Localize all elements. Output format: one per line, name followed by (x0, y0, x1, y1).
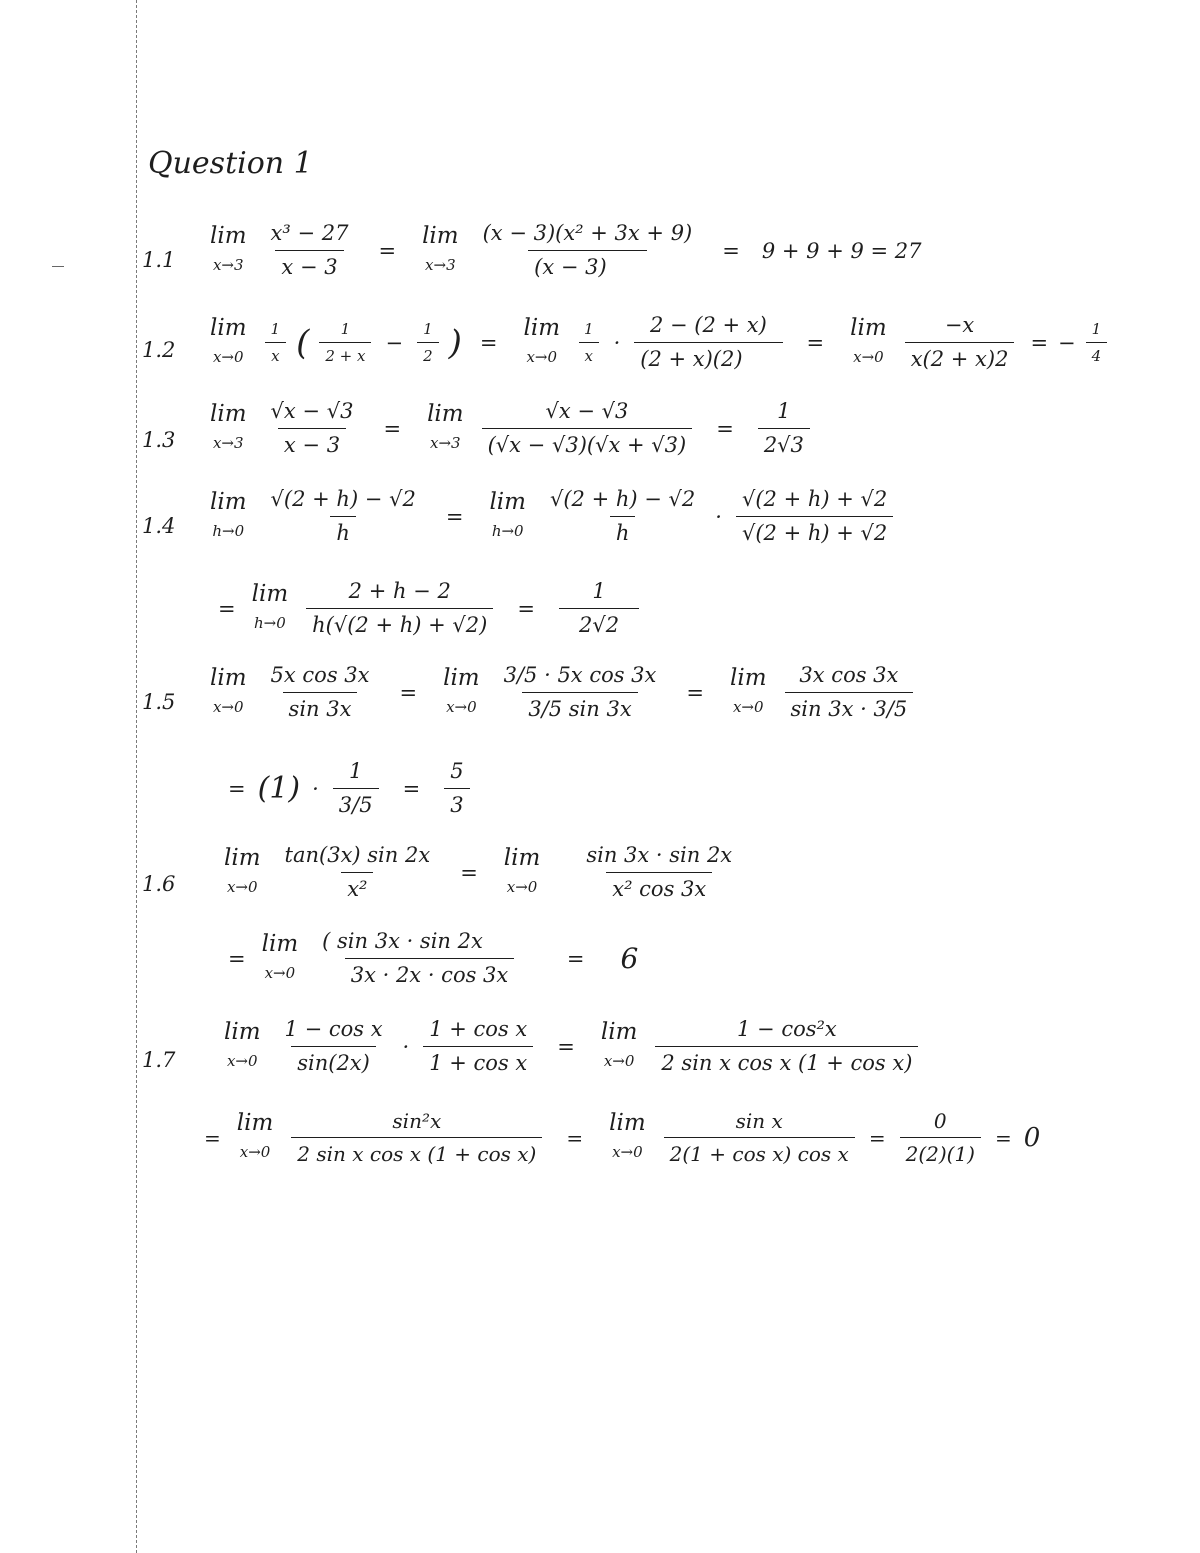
limit-operator: lim h→0 (489, 489, 526, 541)
result: 0 (1023, 1122, 1041, 1153)
question-label-1-1: 1.1 (142, 248, 176, 272)
equation-1-1 (200, 222, 928, 279)
limit-operator: lim x→0 (224, 845, 261, 897)
fraction: $\frac{\text{1 + cos x}}{\text{1 + cos x}}$ (423, 1018, 533, 1075)
question-label-1-7: 1.7 (142, 1048, 176, 1072)
result: 9 + 9 + 9 = 27 (761, 238, 922, 263)
limit-operator: lim h→0 (210, 489, 247, 541)
limit-operator: lim x→0 (523, 315, 561, 367)
fraction: $\frac{\text{5x cos 3x}}{\sin 3x}$ (270, 663, 370, 722)
limit-operator: lim h→0 (251, 581, 289, 633)
equals-sign: = (517, 596, 535, 621)
equals-sign: = (686, 680, 704, 705)
limit-operator: lim x→0 (609, 1110, 646, 1162)
fraction: $\frac{\text{3x cos 3x}}{\sin 3x \cdot 3/5}$ (785, 664, 914, 721)
equals-sign: = (566, 946, 585, 971)
fraction: $\frac{5}{3}$ (444, 760, 469, 817)
limit-operator: lim x→0 (600, 1019, 638, 1071)
equation-1-4: lim h→0 $\frac{√(2 + h) - √2}{h}$ = lim h→0 $\frac{√(2 + h) - √2}{h}$ · $\frac{√(2 + h) + √2}{√(2 + h) + √2}$ (200, 488, 901, 545)
limit-operator: lim x→3 (210, 223, 247, 275)
fraction: $\frac{1}{2√3}$ (758, 400, 810, 457)
limit-operator: lim x→0 (261, 931, 299, 983)
fraction: $\frac{1}{2√2}$ (559, 580, 639, 637)
fraction: $\frac{\text{sin²x}}{\text{2 sin x cos x (1 + cos x)}}$ (291, 1110, 542, 1165)
fraction: $\frac{\text{x³ − 27}}{x - 3}$ (270, 221, 349, 280)
equals-sign: = (445, 504, 464, 529)
fraction: $\frac{1}{2}$ (417, 321, 439, 365)
stray-mark (52, 266, 64, 267)
fraction: $\frac{√(2 + h) - √2}{h}$ (270, 487, 416, 546)
fraction: $\frac{2 + h - 2}{h(√(2 + h) + √2)}$ (306, 580, 493, 637)
equals-sign: = (399, 680, 418, 705)
equals-sign: = (479, 330, 498, 355)
equals-sign: = (994, 1125, 1012, 1150)
limit-operator: lim x→3 (427, 401, 464, 453)
result: 6 (620, 942, 639, 976)
equals-sign: = (716, 416, 734, 441)
equals-sign: = (378, 238, 397, 263)
fraction: $\frac{\text{(x − 3)(x² + 3x + 9)}}{(x - 3)}$ (482, 221, 693, 280)
question-label-1-6: 1.6 (142, 872, 176, 896)
equals-sign: = (557, 1034, 575, 1059)
fraction: $\frac{\sin 3x \cdot \sin 2x}{\text{x² cos 3x}}$ (586, 843, 733, 902)
equation-1-5 (200, 664, 921, 721)
equals-sign: = (722, 238, 740, 263)
equation-1-4-continued: = lim h→0 $\frac{2 + h - 2}{h(√(2 + h) + √2)}$ = $\frac{1}{2√2}$ (212, 580, 647, 637)
question-label-1-3: 1.3 (142, 428, 176, 452)
equals-sign: = (806, 330, 825, 355)
limit-operator: lim x→0 (730, 665, 767, 717)
equation-1-7-continued: = lim x→0 $\frac{\text{sin²x}}{\text{2 sin x cos x (1 + cos x)}}$ = lim x→0 $\frac{\text{sin x}}{\text{2(1 + cos x) cos x}}$ = $\frac{0}{2(2)(1)}$ = 0 (204, 1109, 1041, 1166)
equation-1-6-continued: = lim x→0 $\frac{( \sin 3x \cdot \sin 2x}{3x \cdot 2x \cdot \cos 3x}$ = 6 (228, 929, 639, 988)
fraction: $\frac{\text{1 − cos²x}}{\text{2 sin x cos x (1 + cos x)}}$ (655, 1018, 918, 1075)
fraction: $\frac{1}{2 + x}$ (319, 321, 371, 365)
question-label-1-4: 1.4 (142, 514, 176, 538)
equals-sign: = (1030, 330, 1049, 355)
fraction: $\frac{√(2 + h) + √2}{√(2 + h) + √2}$ (736, 488, 893, 545)
equals-sign: = (460, 860, 478, 885)
page-title: Question 1 (148, 146, 313, 181)
equation-1-6 (214, 844, 746, 901)
limit-operator: lim x→0 (210, 315, 247, 367)
fraction: $\frac{\text{3/5 · 5x cos 3x}}{3/5 \sin 3x}$ (503, 663, 657, 722)
fraction: $\frac{2 - (2 + x)}{(2 + x)(2)}$ (634, 314, 782, 371)
limit-operator: lim x→0 (850, 315, 887, 367)
equation-1-2: lim x→0 $\frac{1}{x}$ ( $\frac{1}{2 + x}$ − $\frac{1}{2}$ ) = lim x→0 $\frac{1}{x}$ · $\frac{2 - (2 + x)}{(2 + x)(2)}$ = lim x→0 $\frac{-x}{x(2 + x)2}$ = − $\frac{1}{4}$ (200, 314, 1115, 371)
fraction: $\frac{-x}{x(2 + x)2}$ (905, 314, 1015, 371)
limit-operator: lim x→0 (236, 1110, 274, 1162)
fraction: $\frac{√x - √3}{x - 3}$ (270, 399, 354, 458)
equals-sign: = (566, 1125, 584, 1150)
question-label-1-5: 1.5 (142, 690, 176, 714)
equation-1-3 (200, 400, 818, 457)
equals-sign: = (402, 776, 421, 801)
fraction: $\frac{( \sin 3x \cdot \sin 2x}{3x \cdot 2x \cdot \cos 3x}$ (316, 930, 543, 987)
limit-operator: lim x→0 (443, 665, 480, 717)
fraction: $\frac{0}{2(2)(1)}$ (900, 1110, 981, 1165)
limit-operator: lim x→3 (422, 223, 459, 275)
fraction: $\frac{√(2 + h) - √2}{h}$ (549, 487, 696, 546)
margin-line (136, 0, 137, 1553)
fraction: $\frac{√x - √3}{(√x - √3)(√x + √3)}$ (482, 400, 693, 457)
equals-sign: = (868, 1125, 886, 1150)
limit-operator: lim x→3 (210, 401, 247, 453)
equation-1-5-continued: = (1) · $\frac{1}{3/5}$ = $\frac{5}{3}$ (222, 760, 478, 817)
fraction: $\frac{1}{4}$ (1086, 321, 1108, 365)
equation-1-7: lim x→0 $\frac{\text{1 − cos x}}{\sin(2x)}$ · $\frac{\text{1 + cos x}}{\text{1 + cos x}}$ = lim x→0 $\frac{\text{1 − cos²x}}{\text{2 sin x cos x (1 + cos x)}}$ (214, 1018, 926, 1075)
fraction: $\frac{\tan(3x) \sin 2x}{\text{x²}}$ (284, 843, 431, 902)
question-label-1-2: 1.2 (142, 338, 176, 362)
limit-operator: lim x→0 (224, 1019, 261, 1071)
fraction: $\frac{1}{x}$ (578, 321, 600, 365)
fraction: $\frac{\text{sin x}}{\text{2(1 + cos x) cos x}}$ (664, 1110, 855, 1165)
limit-operator: lim x→0 (210, 665, 247, 717)
limit-operator: lim x→0 (503, 845, 541, 897)
fraction: $\frac{1}{3/5}$ (333, 760, 379, 817)
fraction: $\frac{1}{x}$ (265, 321, 287, 365)
equals-sign: = (383, 416, 402, 441)
fraction: $\frac{\text{1 − cos x}}{\sin(2x)}$ (284, 1017, 383, 1076)
